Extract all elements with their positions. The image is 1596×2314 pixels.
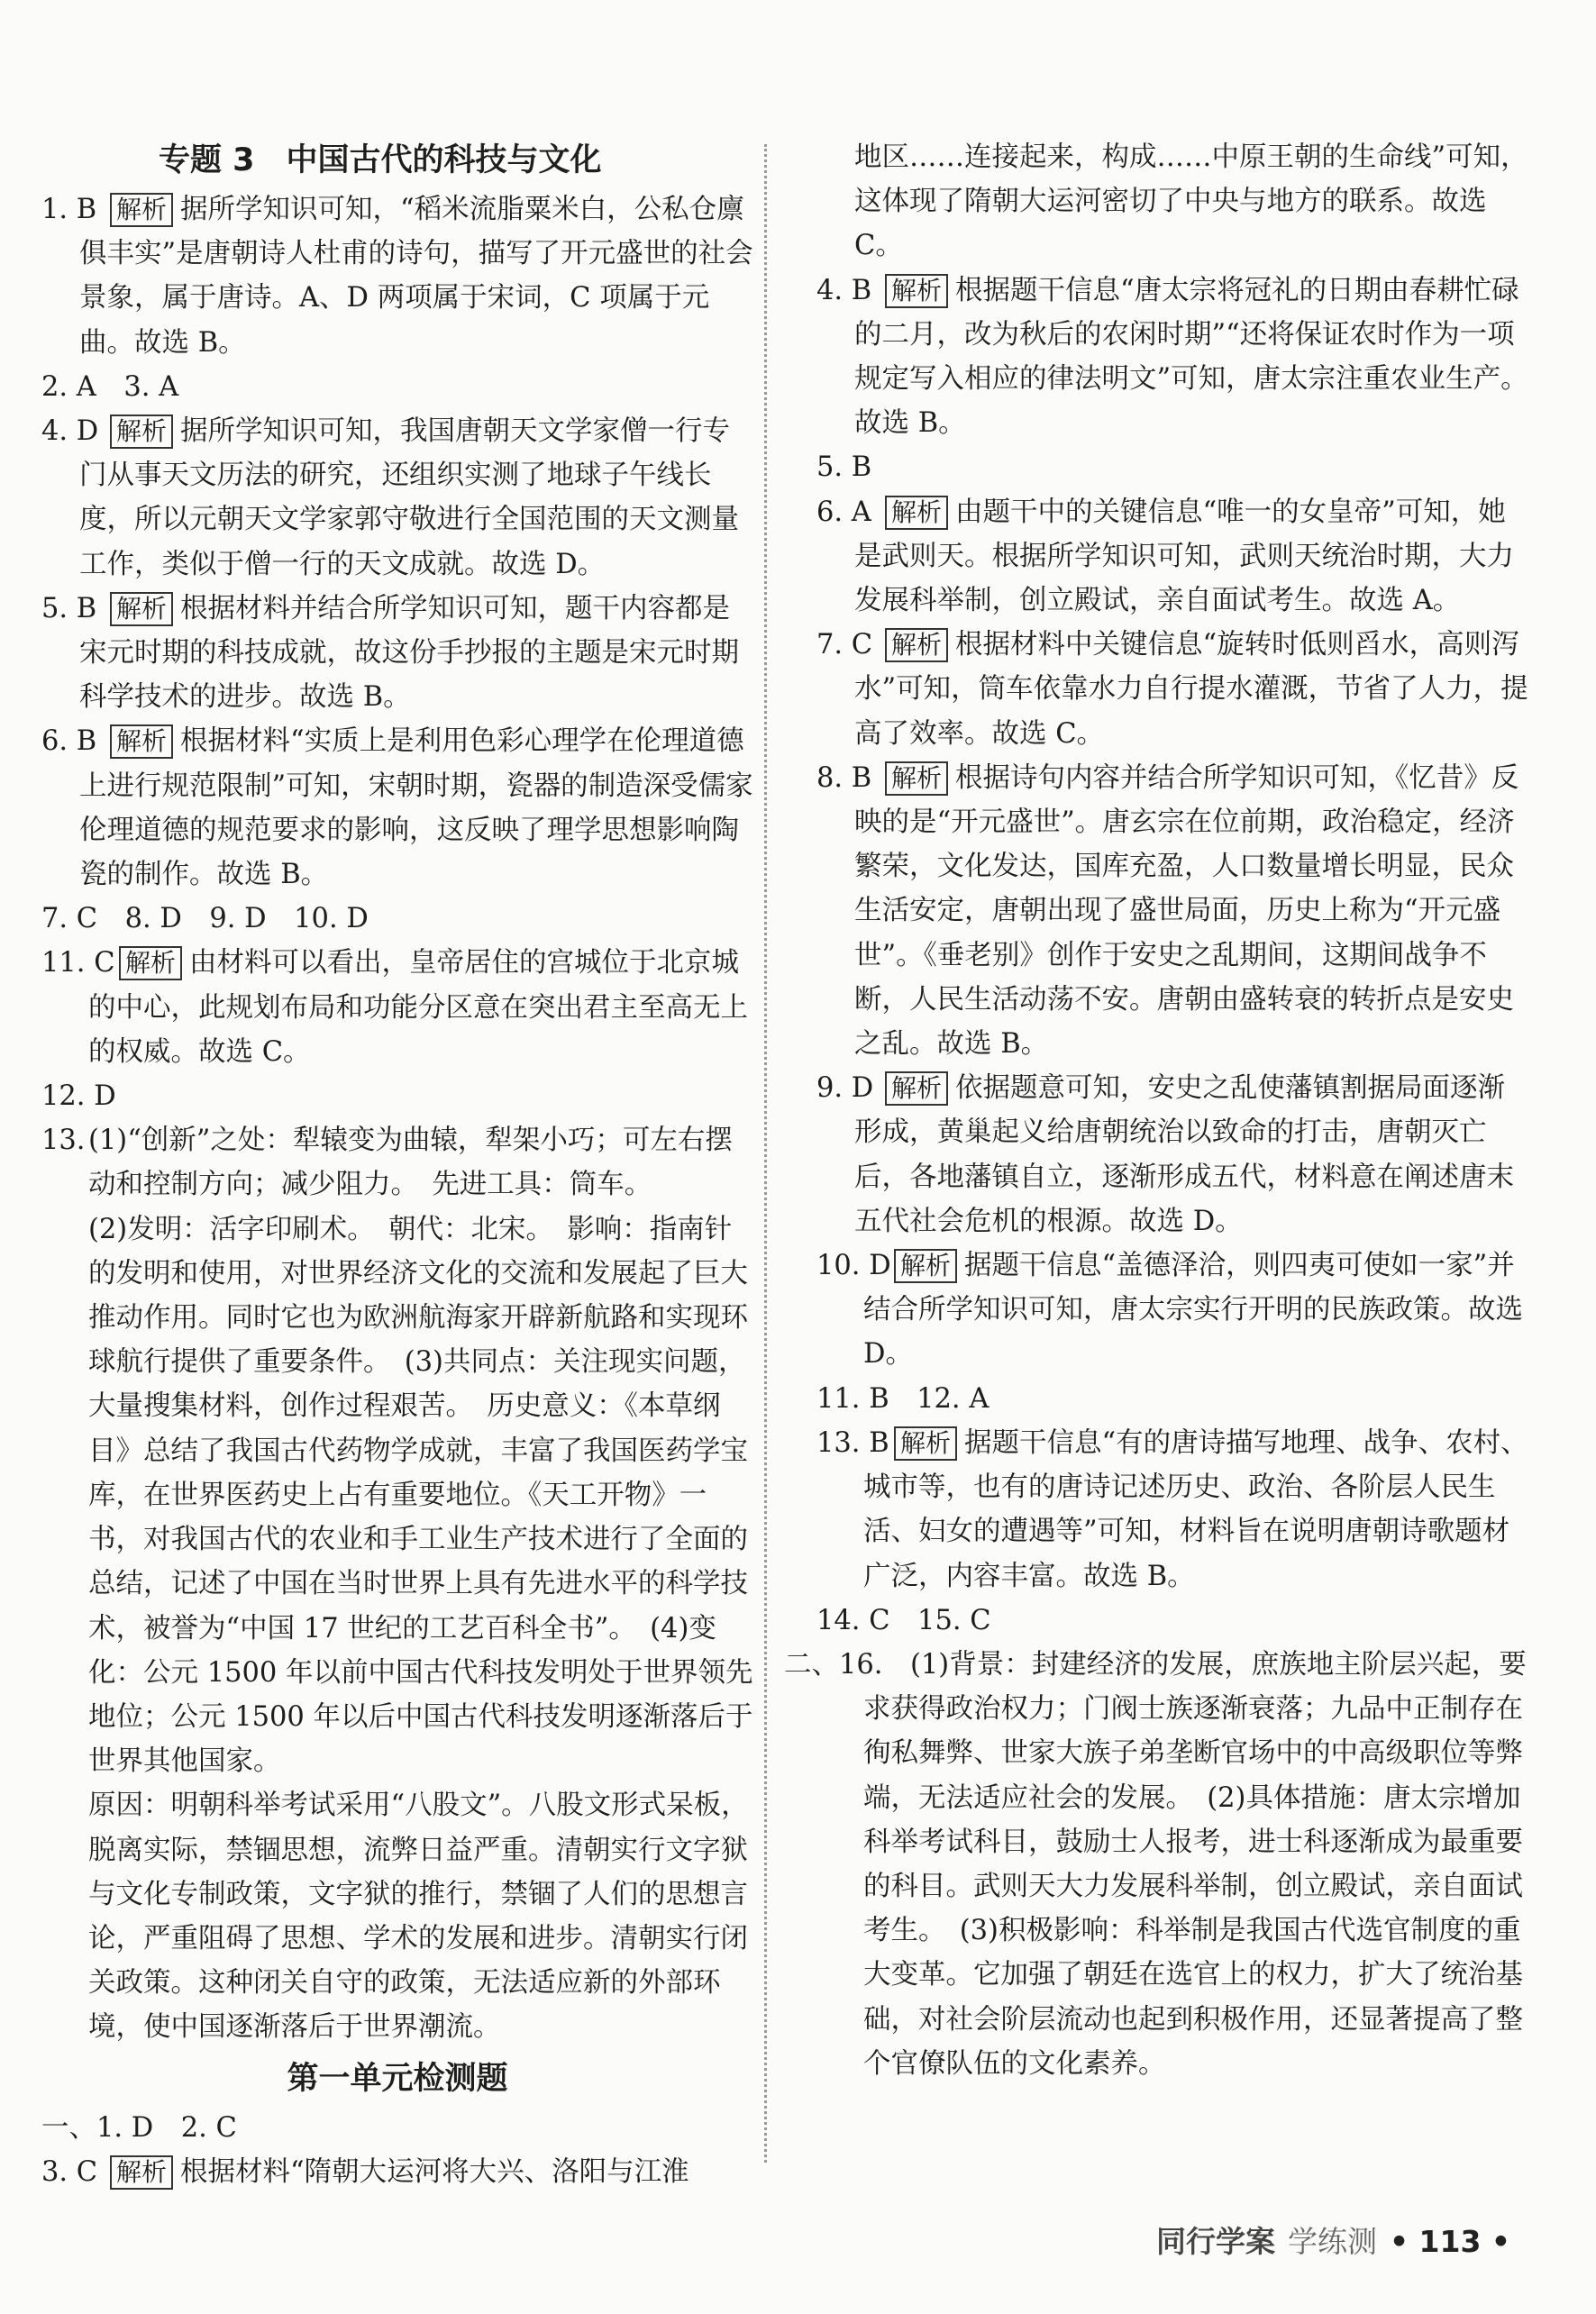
analysis-tag: 解析 bbox=[110, 415, 173, 449]
answer-number: 11. C bbox=[41, 947, 115, 979]
unit-answer-4 bbox=[816, 269, 1528, 446]
unit-answer-16 bbox=[784, 1643, 1528, 2086]
unit-answer-5 bbox=[816, 445, 1528, 489]
analysis-tag: 解析 bbox=[885, 1071, 948, 1106]
answer-1 bbox=[41, 187, 753, 365]
analysis-tag: 解析 bbox=[885, 761, 948, 796]
answer-4 bbox=[41, 409, 753, 587]
answer-number: 4. D bbox=[41, 415, 99, 448]
unit-answer-13 bbox=[816, 1421, 1528, 1599]
answer-number: 8. B bbox=[816, 761, 872, 794]
answer-number: 9. D bbox=[816, 1072, 874, 1105]
answer-7-10 bbox=[41, 897, 753, 941]
answer-text: 根据材料“隋朝大运河将大兴、洛阳与江淮 bbox=[180, 2155, 689, 2188]
answer-13-part-1: (1)“创新”之处：犁辕变为曲辕，犁架小巧；可左右摆动和控制方向；减少阻力。 先进工具：筒车。 bbox=[88, 1125, 733, 1201]
answer-number: 1. B bbox=[41, 194, 97, 225]
answer-number: 2. A 3. A bbox=[41, 370, 179, 403]
footer-brand: 同行学案 bbox=[1155, 2224, 1275, 2259]
column-divider bbox=[764, 144, 767, 2163]
footer-subbrand: 学练测 bbox=[1287, 2224, 1377, 2259]
unit-answer-1-2 bbox=[41, 2106, 753, 2150]
page-number: • 113 • bbox=[1389, 2224, 1510, 2259]
unit-answer-14-15 bbox=[816, 1599, 1528, 1643]
analysis-tag: 解析 bbox=[894, 1249, 957, 1283]
analysis-tag: 解析 bbox=[110, 724, 173, 759]
unit-answer-7 bbox=[816, 623, 1528, 756]
answer-11 bbox=[41, 941, 753, 1074]
answer-13 bbox=[41, 1118, 753, 2049]
answer-12 bbox=[41, 1074, 753, 1118]
left-column bbox=[41, 135, 753, 2194]
analysis-tag: 解析 bbox=[110, 2155, 173, 2190]
answer-text: 据题干信息“盖德泽洽，则四夷可使如一家”并结合所学知识可知，唐太宗实行开明的民族政策。故选 D。 bbox=[863, 1250, 1523, 1371]
answer-5 bbox=[41, 587, 753, 720]
answer-text: 由材料可以看出，皇帝居住的宫城位于北京城的中心，此规划布局和功能分区意在突出君主至高无上的权威。故选 C。 bbox=[88, 947, 748, 1068]
analysis-tag: 解析 bbox=[885, 628, 948, 662]
unit-title: 第一单元检测题 bbox=[287, 2060, 508, 2097]
answer-number: 10. D bbox=[816, 1250, 891, 1282]
answer-number: 7. C bbox=[816, 629, 873, 661]
unit-answer-8 bbox=[816, 756, 1528, 1066]
answer-text: 根据诗句内容并结合所学知识可知，《忆昔》反映的是“开元盛世”。唐玄宗在位前期，政治稳定，经济繁荣，文化发达，国库充盈，人口数量增长明显，民众生活安定，唐朝出现了盛世局面，历史上称为“开元盛世”。《垂老别》创作于安史之乱期间，这期间战争不断，人民生活动荡不安。唐朝由盛转衰的转折点是安史之乱。故选 B。 bbox=[854, 761, 1519, 1061]
answer-text: 根据材料“实质上是利用色彩心理学在伦理道德上进行规范限制”可知，宋朝时期，瓷器的制造深受儒家伦理道德的规范要求的影响，这反映了理学思想影响陶瓷的制作。故选 B。 bbox=[79, 725, 753, 891]
unit-answer-10 bbox=[816, 1244, 1528, 1377]
answer-text: 地区……连接起来，构成……中原王朝的生命线”可知，这体现了隋朝大运河密切了中央与地方的联系。故选 C。 bbox=[854, 141, 1528, 262]
unit-answer-3 bbox=[41, 2150, 753, 2194]
answer-text: (1)背景：封建经济的发展，庶族地主阶层兴起，要求获得政治权力；门阀士族逐渐衰落；九品中正制存在徇私舞弊、世家大族子弟垄断官场中的中高级职位等弊端，无法适应社会的发展。 (2)具体措施：唐太宗增加科举考试科目，鼓励士人报考，进士科逐渐成为最重要的科目。武则天大力发展科举制，创立殿试，亲自面试考生。 (3)积极影响：科举制是我国古代选官制度的重大变革。它加强了朝廷在选官上的权力，扩大了统治基础，对社会阶层流动也起到积极作用，还显著提高了整个官僚队伍的文化素养。 bbox=[863, 1648, 1527, 2080]
answer-number: 二、16. bbox=[784, 1648, 883, 1681]
analysis-tag: 解析 bbox=[885, 274, 948, 308]
answer-text: 根据题干信息“唐太宗将冠礼的日期由春耕忙碌的二月，改为秋后的农闲时期”“还将保证农时作为一项规定写入相应的律法明文”可知，唐太宗注重农业生产。故选 B。 bbox=[854, 274, 1528, 440]
answer-text: 据题干信息“有的唐诗描写地理、战争、农村、城市等，也有的唐诗记述历史、政治、各阶层人民生活、妇女的遭遇等”可知，材料旨在说明唐朝诗歌题材广泛，内容丰富。故选 B。 bbox=[863, 1426, 1528, 1592]
analysis-tag: 解析 bbox=[110, 193, 173, 227]
unit-answer-11-12 bbox=[816, 1377, 1528, 1421]
answer-text: 据所学知识可知，我国唐朝天文学家僧一行专门从事天文历法的研究，还组织实测了地球子午线长度，所以元朝天文学家郭守敬进行全国范围的天文测量工作，类似于僧一行的天文成就。故选 D。 bbox=[79, 415, 739, 580]
answer-text: 根据材料并结合所学知识可知，题干内容都是宋元时期的科技成就，故这份手抄报的主题是宋元时期科学技术的进步。故选 B。 bbox=[79, 592, 739, 714]
answer-text: 据所学知识可知，“稻米流脂粟米白，公私仓廪俱丰实”是唐朝诗人杜甫的诗句，描写了开元盛世的社会景象，属于唐诗。A、D 两项属于宋词，C 项属于元曲。故选 B。 bbox=[79, 194, 753, 359]
analysis-tag: 解析 bbox=[885, 496, 948, 530]
answer-number: 13. bbox=[41, 1125, 86, 1157]
unit-answer-3-continued bbox=[816, 135, 1528, 269]
answer-number: 5. B bbox=[816, 451, 872, 484]
answer-number: 14. C 15. C bbox=[816, 1604, 991, 1636]
answer-number: 6. A bbox=[816, 496, 871, 528]
answer-number: 一、1. D 2. C bbox=[41, 2111, 237, 2144]
answer-number: 12. D bbox=[41, 1080, 116, 1113]
answer-number: 5. B bbox=[41, 592, 97, 624]
answer-number: 4. B bbox=[816, 274, 872, 306]
answer-number: 11. B 12. A bbox=[816, 1382, 990, 1415]
unit-answer-9 bbox=[816, 1066, 1528, 1244]
page-footer bbox=[1144, 2218, 1510, 2261]
right-column bbox=[784, 135, 1528, 2086]
section-title: 专题 3 中国古代的科技与文化 bbox=[159, 142, 602, 178]
answer-number: 13. B bbox=[816, 1426, 889, 1459]
answer-13-part-2: (2)发明：活字印刷术。 朝代：北宋。 影响：指南针的发明和使用，对世界经济文化的交流和发展起了巨大推动作用。同时它也为欧洲航海家开辟新航路和实现环球航行提供了重要条件。 (3)共同点：关注现实问题，大量搜集材料，创作过程艰苦。 历史意义：《本草纲目》总结了我国古代药物学成就，丰富了我国医药学宝库，在世界医药史上占有重要地位。《天工开物》一书，对我国古代的农业和手工业生产技术进行了全面的总结，记述了中国在当时世界上具有先进水平的科学技术，被誉为“中国 17 世纪的工艺百科全书”。 (4)变化：公元 1500 年以前中国古代科技发明处于世界领先地位；公元 1500 年以后中国古代科技发明逐渐落后于世界其他国家。 bbox=[88, 1213, 753, 1778]
analysis-tag: 解析 bbox=[894, 1426, 957, 1461]
answer-number: 6. B bbox=[41, 725, 97, 758]
analysis-tag: 解析 bbox=[119, 946, 182, 980]
answer-text: 根据材料中关键信息“旋转时低则舀水，高则泻水”可知，筒车依靠水力自行提水灌溉，节省了人力，提高了效率。故选 C。 bbox=[854, 629, 1528, 750]
answer-6 bbox=[41, 719, 753, 897]
answer-number: 3. C bbox=[41, 2155, 98, 2188]
answer-text: 由题干中的关键信息“唯一的女皇帝”可知，她是武则天。根据所学知识可知，武则天统治时期，大力发展科举制，创立殿试，亲自面试考生。故选 A。 bbox=[854, 496, 1514, 617]
unit-answer-6 bbox=[816, 490, 1528, 624]
answer-13-part-3: 原因：明朝科举考试采用“八股文”。八股文形式呆板，脱离实际，禁锢思想，流弊日益严重。清朝实行文字狱与文化专制政策，文字狱的推行，禁锢了人们的思想言论，严重阻碍了思想、学术的发展和进步。清朝实行闭关政策。这种闭关自守的政策，无法适应新的外部环境，使中国逐渐落后于世界潮流。 bbox=[88, 1790, 749, 2044]
answer-2-3 bbox=[41, 365, 753, 409]
answer-number: 7. C 8. D 9. D 10. D bbox=[41, 903, 369, 935]
answer-text: 依据题意可知，安史之乱使藩镇割据局面逐渐形成，黄巢起义给唐朝统治以致命的打击，唐朝灭亡后，各地藩镇自立，逐渐形成五代，材料意在阐述唐末五代社会危机的根源。故选 D。 bbox=[854, 1072, 1514, 1237]
analysis-tag: 解析 bbox=[110, 592, 173, 626]
